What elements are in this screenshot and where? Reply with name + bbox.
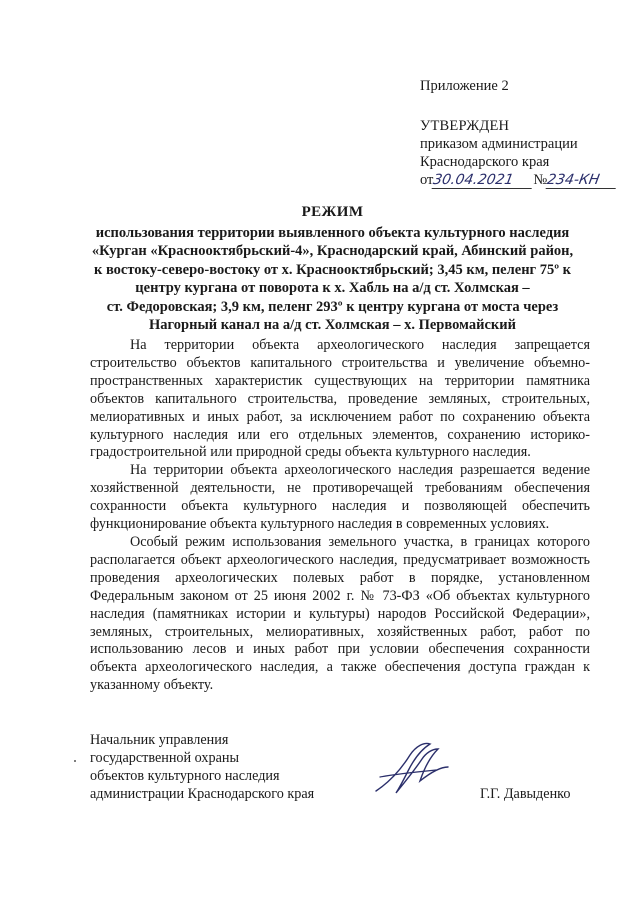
signatory-position [90, 731, 314, 803]
approval-line-1: приказом администрации [420, 136, 578, 152]
heading-line: Нагорный канал на а/д ст. Холмская – х. Первомайский [149, 317, 516, 333]
number-prefix: № [533, 172, 548, 188]
document-heading [70, 203, 595, 335]
heading-line: к востоку-северо-востоку от х. Краснооктябрьский; 3,45 км, пеленг 75º к [93, 261, 572, 278]
paragraph-special-regime: Особый режим использования земельного участка, в границах которого располагается объект археологического наследия, предусматривает возможность проведения археологических полевых работ в порядке, установленном Федеральным законом от 25 июня 2002 г. № 73-ФЗ «Об объектах культурного наследия (памятниках истории и культуры) народов Российской Федерации», земляных, строительных, мелиоративных, хозяйственных работ, работ по использованию лесов и иных работ при условии обеспечения сохранности объекта археологического наследия, а также обеспечения доступа граждан к указанному объекту. [90, 533, 590, 694]
appendix-label: Приложение 2 [420, 78, 509, 94]
handwritten-number: 234-КН [546, 173, 619, 189]
signatory-line: администрации Краснодарского края [90, 786, 315, 802]
signatory-line: Начальник управления [90, 732, 229, 748]
date-prefix: от [420, 172, 434, 188]
paragraph-prohibitions: На территории объекта археологического наследия запрещается строительство объектов капитального строительства и увеличение объемно-пространственных характеристик существующих на территории памятника объектов капитального строительства, проведение земляных, строительных, мелиоративных и иных работ, за исключением работ по сохранению объекта культурного наследия или его отдельных элементов, сохранению историко-градостроительной или природной среды объекта культурного наследия. [90, 337, 590, 461]
approval-title: УТВЕРЖДЕН [420, 118, 510, 134]
handwritten-signature [370, 737, 450, 799]
signatory-line: государственной охраны [90, 750, 240, 766]
heading-title: РЕЖИМ [301, 204, 364, 220]
paragraph-permissions: На территории объекта археологического наследия разрешается ведение хозяйственной деятельности, не противоречащей требованиям обеспечения сохранности объекта культурного наследия и позволяющей обеспечить функционирование объекта культурного наследия в современных условиях. [90, 462, 590, 533]
document-body [90, 337, 590, 695]
heading-line: использования территории выявленного объекта культурного наследия [95, 224, 570, 241]
approval-line-2: Краснодарского края [420, 154, 550, 170]
signatory-line: объектов культурного наследия [90, 768, 280, 784]
approval-date-line [420, 171, 625, 189]
handwritten-date: 30.04.2021 [432, 173, 535, 189]
scan-speck [74, 760, 76, 762]
heading-line: ст. Федоровская; 3,9 км, пеленг 293º к центру кургана от моста через [106, 298, 559, 315]
approval-block [420, 117, 625, 189]
heading-line: центру кургана от поворота к х. Хабль на а/д ст. Холмская – [135, 280, 530, 296]
heading-line: «Курган «Краснооктябрьский-4», Краснодарский край, Абинский район, [91, 243, 574, 259]
signatory-name: Г.Г. Давыденко [480, 786, 571, 802]
